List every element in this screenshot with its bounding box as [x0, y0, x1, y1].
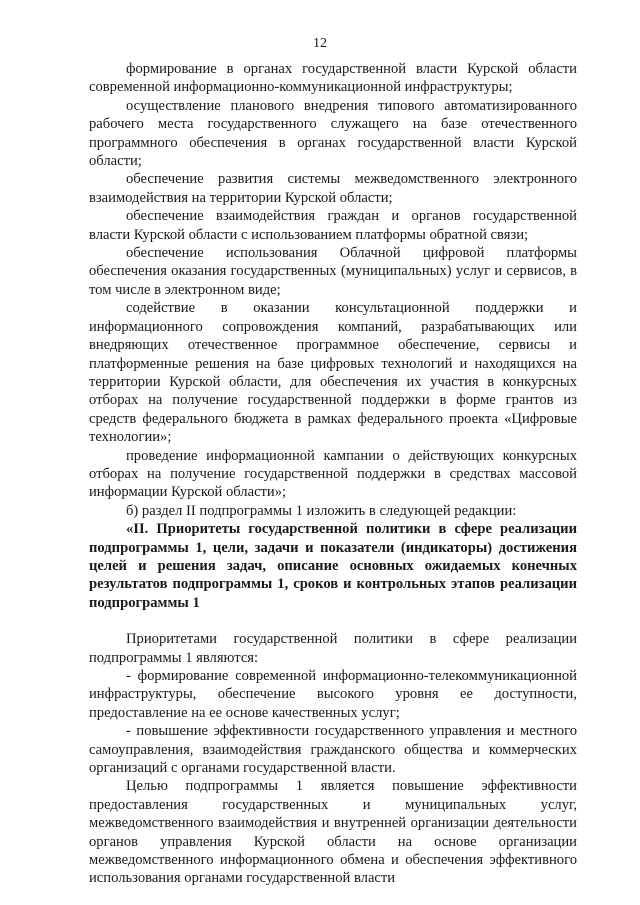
- page-number: 12: [313, 36, 327, 51]
- paragraph: формирование в органах государственной власти Курской области современной информационно-коммуникационной инфраструктуры;: [89, 61, 577, 96]
- paragraph: обеспечение развития системы межведомственного электронного взаимодействия на территории Курской области;: [89, 171, 577, 206]
- list-item: - формирование современной информационно-телекоммуникационной инфраструктуры, обеспечение высокого уровня ее доступности, предоставление на ее основе качественных услуг;: [89, 668, 577, 721]
- paragraph: содействие в оказании консультационной поддержки и информационного сопровождения компаний, разрабатывающих или внедряющих отечественное программное обеспечение, сервисы и платформенные решения на базе цифровых технологий и находящихся на территории Курской области, для обеспечения их участия в конкурсных отборах на получение государственной поддержки в форме грантов из средств федерального бюджета в рамках федерального проекта «Цифровые технологии»;: [89, 300, 577, 446]
- paragraph: осуществление планового внедрения типового автоматизированного рабочего места государственного служащего на базе отечественного программного обеспечения в органах государственной власти Курской области;: [89, 97, 577, 170]
- paragraph: обеспечение взаимодействия граждан и органов государственной власти Курской области с использованием платформы обратной связи;: [89, 208, 577, 243]
- paragraph: Приоритетами государственной политики в сфере реализации подпрограммы 1 являются:: [89, 631, 577, 666]
- document-body: [89, 60, 577, 888]
- paragraph: б) раздел II подпрограммы 1 изложить в следующей редакции:: [126, 502, 517, 519]
- section-heading: «II. Приоритеты государственной политики в сфере реализации подпрограммы 1, цели, задачи и показатели (индикаторы) достижения целей и решения задач, описание основных ожидаемых конечных результатов подпрограммы 1, сроков и контрольных этапов реализации подпрограммы 1: [89, 521, 577, 611]
- paragraph: Целью подпрограммы 1 является повышение эффективности предоставления государственных и муниципальных услуг, межведомственного взаимодействия и внутренней организации деятельности органов управления Курской области на основе организации межведомственного информационного обмена и обеспечения эффективного использования органами государственной власти: [89, 778, 577, 887]
- paragraph: проведение информационной кампании о действующих конкурсных отборах на получение государственной поддержки в средствах массовой информации Курской области»;: [89, 447, 577, 501]
- paragraph: обеспечение использования Облачной цифровой платформы обеспечения оказания государственных (муниципальных) услуг и сервисов, в том числе в электронном виде;: [89, 245, 577, 298]
- list-item: - повышение эффективности государственного управления и местного самоуправления, взаимодействия гражданского общества и коммерческих организаций с органами государственной власти.: [89, 723, 577, 777]
- spacer: [89, 612, 577, 630]
